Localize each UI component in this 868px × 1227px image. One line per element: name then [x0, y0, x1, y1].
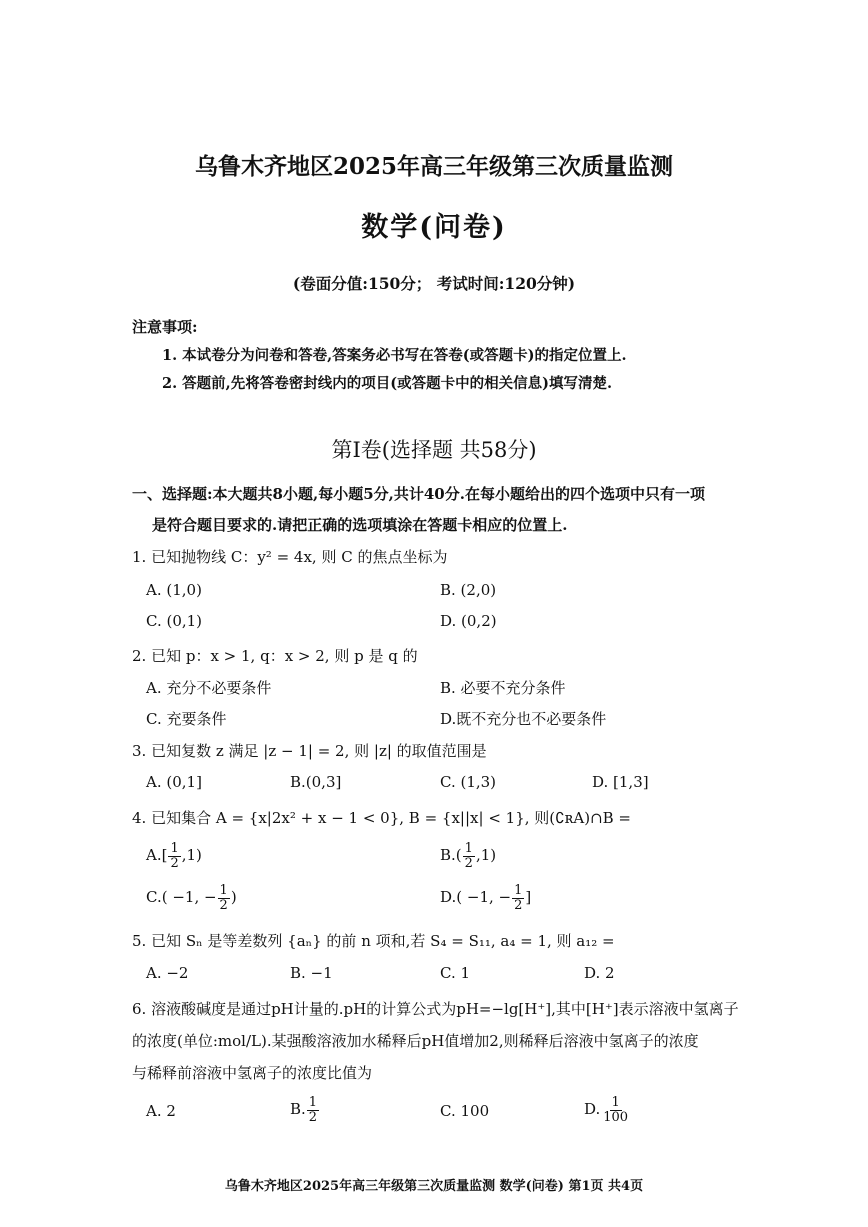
- q6-option-b: B. $\frac{1}{2}$: [290, 1095, 318, 1125]
- question-4: 4. 已知集合 A = {x|2x² + x − 1 < 0}, B = {x||x| < 1}, 则(∁ʀA)∩B =: [132, 809, 631, 827]
- notice-heading: 注意事项:: [132, 318, 198, 336]
- exam-title: 乌鲁木齐地区2025年高三年级第三次质量监测: [194, 153, 673, 180]
- section-instructions: 一、选择题:本大题共8小题,每小题5分,共计40分.在每小题给出的四个选项中只有一项: [132, 485, 705, 503]
- q3-option-d: D. [1,3]: [592, 773, 649, 791]
- q5-option-a: A. −2: [146, 964, 189, 982]
- q6-option-a: A. 2: [146, 1102, 176, 1120]
- part-title: 第Ⅰ卷(选择题 共58分): [331, 438, 537, 462]
- q3-option-b: B.(0,3]: [290, 773, 342, 791]
- q2-option-c: C. 充要条件: [146, 710, 227, 728]
- question-5: 5. 已知 Sₙ 是等差数列 {aₙ} 的前 n 项和,若 S₄ = S₁₁, a₄ = 1, 则 a₁₂ =: [132, 932, 615, 950]
- q1-option-d: D. (0,2): [440, 612, 497, 630]
- q5-option-b: B. −1: [290, 964, 333, 982]
- exam-subject: 数学(问卷): [361, 212, 507, 243]
- q2-option-a: A. 充分不必要条件: [146, 679, 272, 697]
- q2-option-b: B. 必要不充分条件: [440, 679, 566, 697]
- notice-item: 2. 答题前,先将答卷密封线内的项目(或答题卡中的相关信息)填写清楚.: [162, 375, 613, 392]
- q2-option-d: D.既不充分也不必要条件: [440, 710, 607, 728]
- question-1: 1. 已知抛物线 C：y² = 4x, 则 C 的焦点坐标为: [132, 548, 448, 566]
- q4-option-c: C.( −1, − $\frac{1}{2}$ ): [146, 883, 237, 913]
- question-6: 6. 溶液酸碱度是通过pH计量的.pH的计算公式为pH=−lg[H⁺],其中[H⁺]表示溶液中氢离子: [132, 1000, 739, 1018]
- q3-option-a: A. (0,1]: [146, 773, 202, 791]
- question-6-cont: 的浓度(单位:mol/L).某强酸溶液加水稀释后pH值增加2,则稀释后溶液中氢离子的浓度: [132, 1032, 699, 1050]
- q1-option-c: C. (0,1): [146, 612, 203, 630]
- q1-option-a: A. (1,0): [146, 581, 202, 599]
- q5-option-c: C. 1: [440, 964, 471, 982]
- q3-option-c: C. (1,3): [440, 773, 497, 791]
- section-instructions-cont: 是符合题目要求的.请把正确的选项填涂在答题卡相应的位置上.: [152, 516, 568, 534]
- q1-option-b: B. (2,0): [440, 581, 497, 599]
- notice-item: 1. 本试卷分为问卷和答卷,答案务必书写在答卷(或答题卡)的指定位置上.: [162, 347, 627, 364]
- question-6-cont: 与稀释前溶液中氢离子的浓度比值为: [132, 1064, 373, 1082]
- page-footer: 乌鲁木齐地区2025年高三年级第三次质量监测 数学(问卷) 第1页 共4页: [224, 1179, 644, 1194]
- exam-meta: (卷面分值:150分； 考试时间:120分钟): [292, 274, 576, 293]
- q6-option-c: C. 100: [440, 1102, 490, 1120]
- q6-option-d: D. $\frac{1}{100}$: [584, 1095, 629, 1125]
- q4-option-a: A.[ $\frac{1}{2}$ ,1): [146, 841, 202, 871]
- q4-option-d: D.( −1, − $\frac{1}{2}$ ]: [440, 883, 532, 913]
- question-3: 3. 已知复数 z 满足 |z − 1| = 2, 则 |z| 的取值范围是: [132, 742, 487, 760]
- q4-option-b: B.( $\frac{1}{2}$ ,1): [440, 841, 497, 871]
- question-2: 2. 已知 p：x > 1, q：x > 2, 则 p 是 q 的: [132, 647, 418, 665]
- q5-option-d: D. 2: [584, 964, 615, 982]
